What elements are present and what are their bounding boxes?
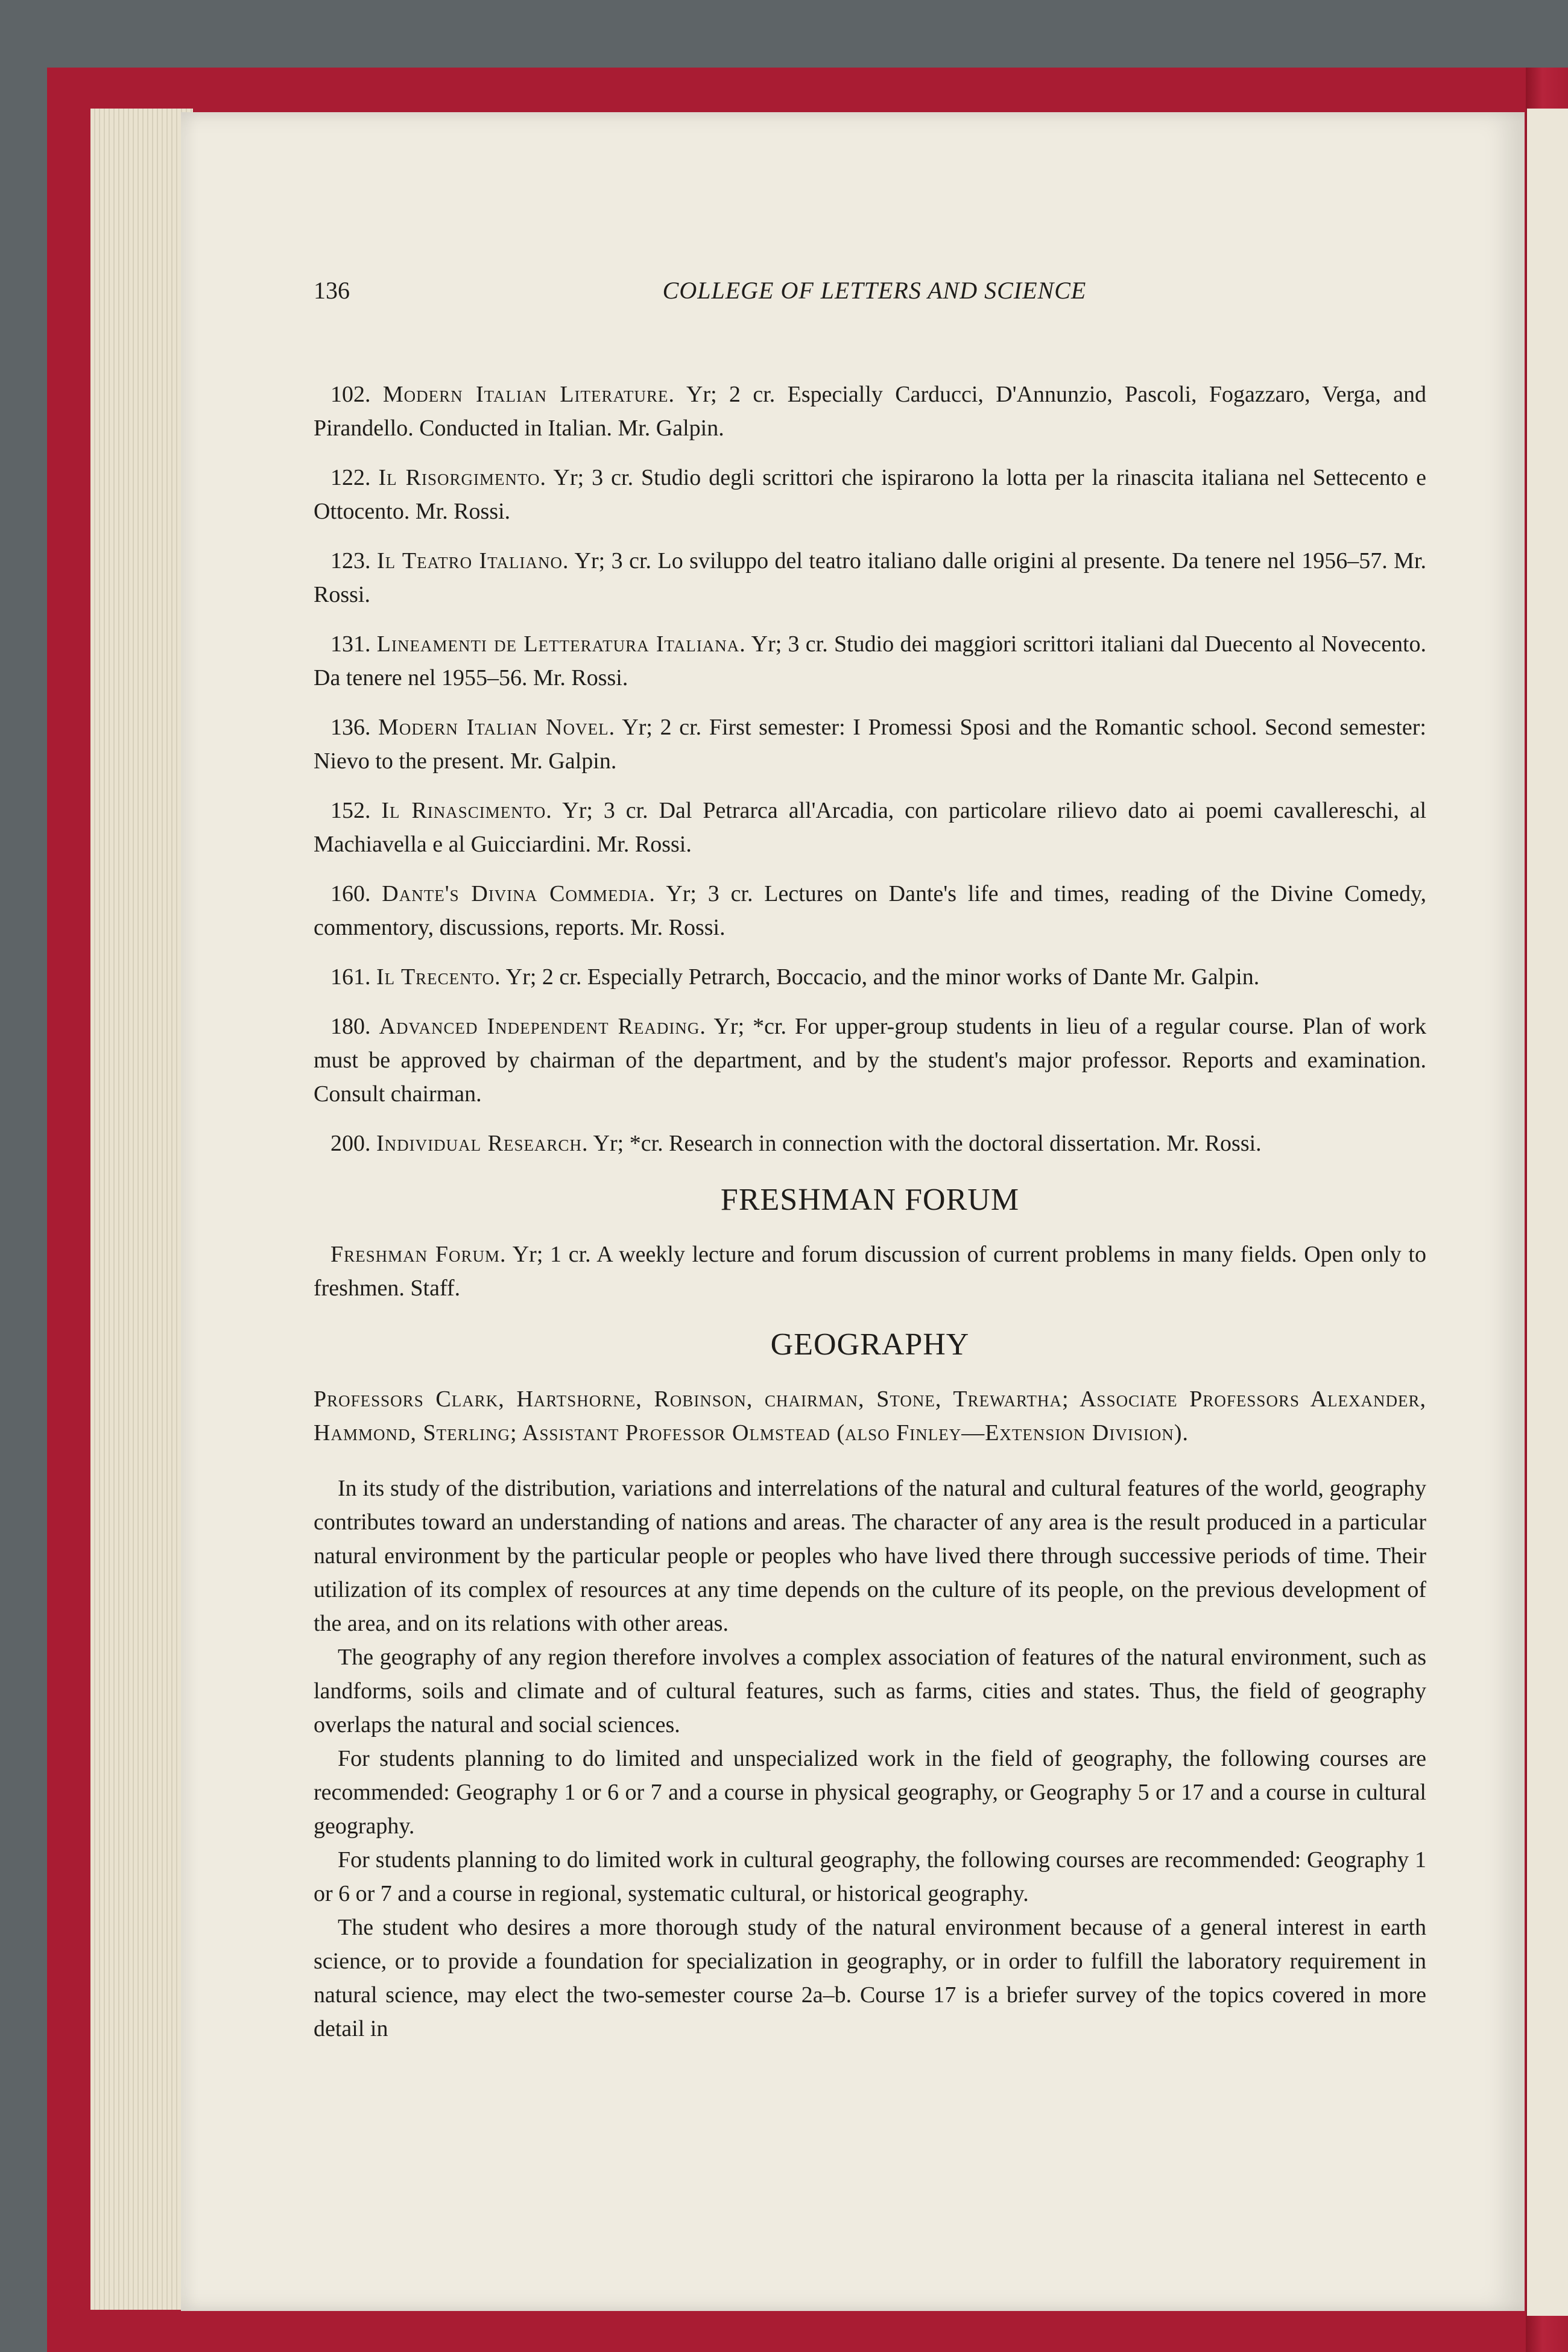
geography-heading: GEOGRAPHY: [770, 1327, 970, 1362]
course-text: Yr; 2 cr. First semester: I Promessi Sposi and the Romantic school. Second semester: Nievo to the present. Mr. Galpin.: [314, 715, 1426, 774]
course-text: Yr; 3 cr. Lo sviluppo del teatro italiano dalle origini al presente. Da tenere nel 1956–57. Mr. Rossi.: [314, 548, 1427, 607]
running-head: COLLEGE OF LETTERS AND SCIENCE: [662, 277, 1087, 304]
course-entry: [314, 710, 1426, 778]
course-number: 131.: [330, 631, 377, 657]
page-number: 136: [314, 277, 350, 304]
course-title: Advanced Independent Reading.: [379, 1014, 706, 1039]
course-number: 123.: [330, 548, 377, 574]
course-list: [314, 378, 1426, 1160]
course-number: 161.: [330, 964, 376, 990]
course-text: Yr; *cr. For upper-group students in lieu of a regular course. Plan of work must be approved by chairman of the department, and by the student's major professor. Reports and examination. Consult chairman.: [314, 1014, 1427, 1107]
course-title: Modern Italian Literature.: [382, 382, 675, 407]
course-entry: [314, 544, 1426, 612]
paragraph: The geography of any region therefore involves a complex association of features of the natural environment, such as landforms, soils and climate and of cultural features, such as farms, cities and states. Thus, the field of geography overlaps the natural and social sciences.: [314, 1645, 1426, 1737]
page-edges: [90, 109, 193, 2310]
geography-description: [314, 1472, 1426, 2046]
course-title: Dante's Divina Commedia.: [382, 881, 656, 906]
freshman-forum-entry: [314, 1238, 1426, 1305]
course-title: Il Rinascimento.: [381, 798, 552, 823]
course-entry: [314, 877, 1426, 944]
course-text: Yr; *cr. Research in connection with the doctoral dissertation. Mr. Rossi.: [588, 1131, 1262, 1156]
course-text: Yr; 2 cr. Especially Carducci, D'Annunzio, Pascoli, Fogazzaro, Verga, and Pirandello. Conducted in Italian. Mr. Galpin.: [314, 382, 1426, 441]
course-number: 122.: [330, 465, 379, 490]
facing-page-edge: [1527, 109, 1568, 2316]
course-title: Il Teatro Italiano.: [376, 548, 569, 574]
freshman-forum-heading: FRESHMAN FORUM: [720, 1183, 1020, 1217]
paragraph: For students planning to do limited work in cultural geography, the following courses are recommended: Geography 1 or 6 or 7 and a course in regional, systematic cultural, or historical geography.: [314, 1847, 1426, 1906]
course-text: Yr; 3 cr. Dal Petrarca all'Arcadia, con particolare rilievo dato ai poemi cavallereschi, al Machiavella e al Guicciardini. Mr. Rossi.: [314, 798, 1427, 857]
paragraph: In its study of the distribution, variations and interrelations of the natural and cultural features of the world, geography contributes toward an understanding of nations and areas. The character of any area is the result produced in a particular natural environment by the particular people or peoples who have lived there through successive periods of time. Their utilization of its complex of resources at any time depends on the culture of its people, on the previous development of the area, and on its relations with other areas.: [314, 1476, 1426, 1636]
course-number: 200.: [330, 1131, 376, 1156]
course-entry: [314, 378, 1426, 445]
course-entry: [314, 1010, 1426, 1111]
course-number: 102.: [330, 382, 383, 407]
page-content: [314, 378, 1426, 2046]
course-entry: [314, 461, 1426, 528]
course-text: Yr; 1 cr. A weekly lecture and forum discussion of current problems in many fields. Open only to freshmen. Staff.: [314, 1242, 1426, 1301]
course-number: 180.: [330, 1014, 379, 1039]
course-text: Yr; 3 cr. Studio degli scrittori che ispirarono la lotta per la rinascita italiana nel Settecento e Ottocento. Mr. Rossi.: [314, 465, 1427, 524]
course-title: Lineamenti de Letteratura Italiana.: [376, 631, 746, 657]
faculty-list: Professors Clark, Hartshorne, Robinson, chairman, Stone, Trewartha; Associate Professors Alexander, Hammond, Sterling; Assistant Professor Olmstead (also Finley—Extension Division).: [314, 1386, 1426, 1446]
course-text: Yr; 3 cr. Studio dei maggiori scrittori italiani dal Duecento al Novecento. Da tenere nel 1955–56. Mr. Rossi.: [314, 631, 1427, 691]
course-text: Yr; 2 cr. Especially Petrarch, Boccacio, and the minor works of Dante Mr. Galpin.: [501, 964, 1260, 990]
course-number: 160.: [330, 881, 382, 906]
course-title: Freshman Forum.: [330, 1242, 507, 1267]
course-title: Individual Research.: [376, 1131, 589, 1156]
course-entry: [314, 794, 1426, 861]
course-title: Il Risorgimento.: [378, 465, 546, 490]
paragraph: The student who desires a more thorough study of the natural environment because of a general interest in earth science, or to provide a foundation for specialization in geography, or in order to fulfill the laboratory requirement in natural science, may elect the two-semester course 2a–b. Course 17 is a briefer survey of the topics covered in more detail in: [314, 1915, 1426, 2041]
course-title: Modern Italian Novel.: [378, 715, 616, 740]
course-entry: [314, 627, 1426, 695]
course-entry: [314, 1127, 1426, 1160]
course-title: Il Trecento.: [376, 964, 501, 990]
course-number: 136.: [330, 715, 379, 740]
paragraph: For students planning to do limited and unspecialized work in the field of geography, the following courses are recommended: Geography 1 or 6 or 7 and a course in physical geography, or Geography 5 or 17 and a course in cultural geography.: [314, 1746, 1426, 1839]
course-entry: [314, 960, 1426, 994]
course-number: 152.: [330, 798, 382, 823]
course-text: Yr; 3 cr. Lectures on Dante's life and times, reading of the Divine Comedy, commentory, discussions, reports. Mr. Rossi.: [314, 881, 1426, 940]
